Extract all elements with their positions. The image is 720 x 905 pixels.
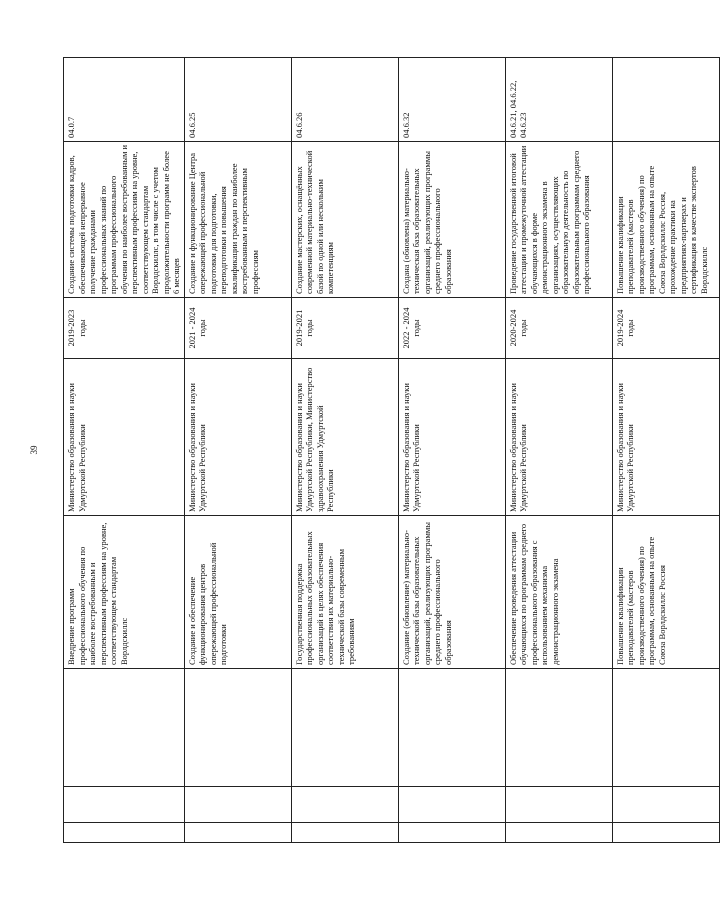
years-cell: 2022 - 2024 годы xyxy=(398,298,505,359)
result-cell: Проведение государственной итоговой аттестации и промежуточной аттестации обучающихся в форме демонстрационного экзамена в организациях, осуществляющих образовательную деятельность по образовательным программам среднего профессионального образования xyxy=(505,142,612,298)
page-number: 39 xyxy=(29,445,39,455)
executor-cell: Министерство образования и науки Удмуртской Республики xyxy=(184,359,291,516)
result-cell: Повышение квалификации преподавателей (мастеров производственного обучения) по программам, основанным на опыте Союза Ворлдскиллс Россия, прохождение практики на предприятиях-партнерах и сертификация в качестве экспертов Ворлдскиллс xyxy=(612,142,719,298)
activity-cell: Создание (обновление) материально-технической базы образовательных организаций, реализующих программы среднего профессионального образования xyxy=(398,516,505,669)
row-number-cell xyxy=(64,823,185,843)
executor-cell: Министерство образования и науки Удмуртской Республики, Министерство здравоохранения Удмуртской Республики xyxy=(291,359,398,516)
activity-cell: Повышение квалификации преподавателей (мастеров производственного обучения) по программам, основанным на опыте Союза Ворлдскиллс Россия xyxy=(612,516,719,669)
result-cell: Создание и функционирование Центра опережающей профессиональной подготовки для подготовки, переподготовки и повышения квалификации граждан по наиболее востребованным и перспективным профессиям xyxy=(184,142,291,298)
result-cell: Создание мастерских, оснащённых современной материально-технической базой по одной или нескольким компетенциям xyxy=(291,142,398,298)
table-row xyxy=(64,58,185,843)
executor-cell: Министерство образования и науки Удмуртской Республики xyxy=(64,359,185,516)
measures-table-container xyxy=(63,58,709,843)
activity-cell: Внедрение программ профессионального обучения по наиболее востребованным и перспективным профессиям на уровне, соответствующем стандартам Ворлдскиллс xyxy=(64,516,185,669)
years-cell: 2019-2023 годы xyxy=(64,298,185,359)
table-row xyxy=(612,58,719,843)
row-number-cell xyxy=(398,823,505,843)
executor-cell: Министерство образования и науки Удмуртской Республики xyxy=(505,359,612,516)
row-number-cell xyxy=(612,823,719,843)
years-cell: 2020-2024 годы xyxy=(505,298,612,359)
blank-cell xyxy=(398,787,505,823)
activity-cell: Обеспечение проведения аттестации обучающихся по программам среднего профессионального образования с использованием механизма демонстрационного экзамена xyxy=(505,516,612,669)
code-cell: 04.6.32 xyxy=(398,58,505,142)
code-cell: 04.0.7 xyxy=(64,58,185,142)
years-cell: 2021 - 2024 годы xyxy=(184,298,291,359)
blank-cell xyxy=(291,787,398,823)
code-cell: 04.6.25 xyxy=(184,58,291,142)
result-cell: Создана (обновлена) материально-техническая база образовательных организаций, реализующих программы среднего профессионального образования xyxy=(398,142,505,298)
measures-table xyxy=(63,57,720,843)
blank-cell xyxy=(184,669,291,787)
blank-cell xyxy=(64,787,185,823)
table-row xyxy=(291,58,398,843)
row-number-cell xyxy=(184,823,291,843)
executor-cell: Министерство образования и науки Удмуртской Республики xyxy=(612,359,719,516)
table-row xyxy=(398,58,505,843)
blank-cell xyxy=(505,669,612,787)
years-cell: 2019-2024 годы xyxy=(612,298,719,359)
code-cell: 04.6.21, 04.6.22, 04.6.23 xyxy=(505,58,612,142)
blank-cell xyxy=(184,787,291,823)
measures-table-body xyxy=(64,58,720,843)
table-row xyxy=(184,58,291,843)
result-cell: Создание системы подготовки кадров, обеспечивающей непрерывное получение гражданами профессиональных знаний по программам профессионального обучения по наиболее востребованным и перспективным профессиям на уровне, соответствующем стандартам Ворлдскиллс, в том числе с учетом продолжительности программ не более 6 месяцев xyxy=(64,142,185,298)
blank-cell xyxy=(505,787,612,823)
blank-cell xyxy=(398,669,505,787)
blank-cell xyxy=(612,787,719,823)
activity-cell: Государственная поддержка профессиональных образовательных организаций в целях обеспечения соответствия их материально-технической базы современным требованиям xyxy=(291,516,398,669)
code-cell: 04.6.26 xyxy=(291,58,398,142)
executor-cell: Министерство образования и науки Удмуртской Республики xyxy=(398,359,505,516)
table-row xyxy=(505,58,612,843)
activity-cell: Создание и обеспечение функционирования центров опережающей профессиональной подготовки xyxy=(184,516,291,669)
code-cell xyxy=(612,58,719,142)
row-number-cell xyxy=(291,823,398,843)
years-cell: 2019-2021 годы xyxy=(291,298,398,359)
row-number-cell xyxy=(505,823,612,843)
blank-cell xyxy=(291,669,398,787)
blank-cell xyxy=(64,669,185,787)
blank-cell xyxy=(612,669,719,787)
